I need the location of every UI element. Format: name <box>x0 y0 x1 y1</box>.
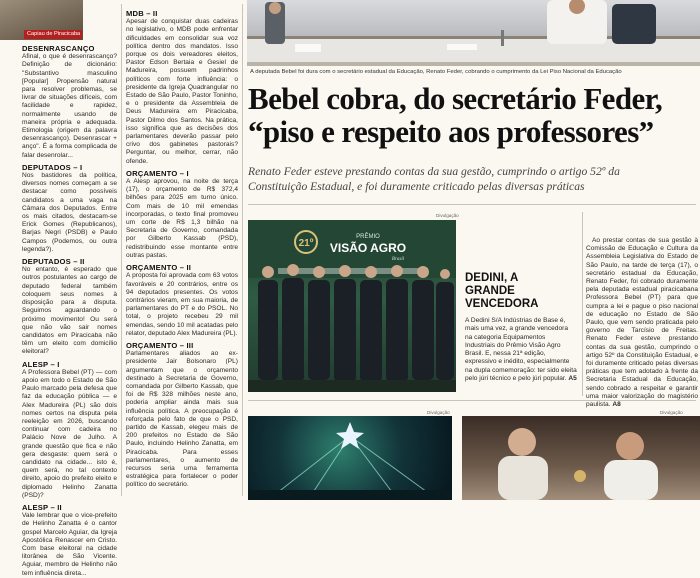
story-divider <box>248 204 696 205</box>
left-column <box>22 41 117 577</box>
section-title: DEPUTADOS – II <box>22 257 85 267</box>
bottom-left-credit: Divulgação <box>427 410 450 415</box>
ad-body-text: A Dedini S/A Indústrias de Base é, mais uma vez, a grande vencedora na categoria Equipamentos Industriais do Prêmio Visão Agro Brasil. E, nessa 21ª edição, expressivo e inédito, especialmente na dupla comemoração: ter sido eleita pelo júri técnico e pelo júri popular. <box>465 317 577 383</box>
section-divider <box>248 400 696 401</box>
ad-page-ref: A5 <box>568 375 577 383</box>
section-title: DESENRASCANÇO <box>22 44 95 53</box>
section-title: ORÇAMENTO – I <box>126 168 189 178</box>
middle-column <box>126 6 238 500</box>
section-text: Nos bastidores da política, diversos nomes começam a se destacar como possíveis candidatos a uma vaga na Câmara dos Deputados. Entre os mais citados, destacam-se Erick Gomes (Republicanos), Barjas Negri (PSDB) e Paulo Campos (Podemos, ou outra legenda?). <box>22 172 117 253</box>
column-divider <box>582 212 583 396</box>
main-story-text: Ao prestar contas de sua gestão à Comissão de Educação e Cultura da Assembleia Legislativa do Estado de São Paulo, na tarde de terça (17), o secretário estadual da Educação, Renato Feder, foi cobrado duramente pela deputada estadual piracicabana Professora Bebel (PT) para que cumpra a lei e pague o piso nacional de educação no Estado de São Paulo, que vem sendo praticada pelo governo de Tarcísio de Freitas. Renato Feder esteve prestando contas da sua gestão, cumprindo o artigo 52º da Constituição Estadual, e foi duramente criticado pelas diversas práticas que tem adotado à frente da Secretaria Estadual da Educação, sendo cobrado a respeitar e garantir uma maior valorização do magistério paulista. <box>586 237 698 409</box>
headline <box>248 82 700 148</box>
ad-headline <box>465 272 577 311</box>
award-scene <box>248 220 456 392</box>
ad-text-block <box>465 272 577 383</box>
main-story-photo <box>247 0 700 66</box>
backdrop-sub: Brasil <box>391 257 405 262</box>
section-text: Afinal, o que é desenrascanço? Definição de dicionário: "Substantivo masculino [Popular] Propensão natural para resolver problemas, se livrar de situações difíceis, com facilidade e rapidez, normalmente usando de maneira própria e adequada. Etimologia (origem da palavra desenrascanço). Desenrascar + anço". É a forma complicada de falar desenrolar... <box>22 53 117 159</box>
backdrop-premio: PRÊMIO <box>356 234 380 240</box>
headline-line-1: Bebel cobra, do secretário Feder, <box>248 81 663 116</box>
section-text: Vale lembrar que o vice-prefeito de Helinho Zanatta é o cantor gospel Marcelo Aguiar, da Igreja Apostólica Renascer em Cristo. Com base eleitoral na cidade litorânea de São Vicente. Aguiar, membro de Helinho não tem influência direta... <box>22 512 117 577</box>
hearing-scene <box>247 0 700 66</box>
ad-headline-line-2: GRANDE <box>465 285 515 297</box>
standfirst: Renato Feder esteve prestando contas da sua gestão, cumprindo o artigo 52º da Constituição Estadual, e foi duramente criticado pelas diversas práticas <box>248 165 620 193</box>
ad-headline-line-3: VENCEDORA <box>465 298 539 310</box>
section-title: ORÇAMENTO – III <box>126 340 194 350</box>
column-divider <box>242 4 243 496</box>
section-title: DEPUTADOS – I <box>22 162 83 172</box>
columnist-caption-bar <box>24 30 82 39</box>
bottom-right-photo <box>462 416 700 500</box>
backdrop-brand: VISÃO AGRO <box>329 241 407 255</box>
headline-line-2: “piso e respeito aos professores” <box>248 114 654 149</box>
ad-credit: Divulgação <box>436 213 459 218</box>
section-text: A Alesp aprovou, na noite de terça (17), o orçamento de R$ 372,4 bilhões para 2025 em turno único. Com mais de 10 mil emendas incorporadas, o texto final promoveu um corte de R$ 1,3 bilhão na Secretaria de Governo, comandada por Gilberto Kassab (PSD), redistribuindo esse montante entre outras pastas. <box>126 178 238 259</box>
ad-headline-line-1: DEDINI, A <box>465 272 519 284</box>
column-divider <box>121 4 122 496</box>
section-text: No entanto, é esperado que outros postulantes ao cargo de deputado federal também coloquem seus nomes à disposição para a disputa. Seguimos aguardando o próximo movimento! Ou será que não vão sair nomes candidatos em Piracicaba não têm um eleito com domicílio eleitoral? <box>22 266 117 356</box>
portrait-scene <box>462 416 700 500</box>
main-story-body <box>586 237 698 409</box>
section-title: MDB – II <box>126 9 158 18</box>
award-photo <box>248 220 456 392</box>
stage-scene <box>248 416 452 500</box>
bottom-left-photo <box>248 416 452 500</box>
section-title: ALESP – II <box>22 502 62 512</box>
section-title: ORÇAMENTO – II <box>126 263 192 273</box>
columnist-caption: Capiau de Piracicaba <box>27 31 81 37</box>
main-photo-caption: A deputada Bebel foi dura com o secretário estadual da Educação, Renato Feder, cobrando o cumprimento da Lei Piso Nacional da Educação <box>250 69 622 75</box>
section-text: Parlamentares aliados ao ex-presidente Jair Bolsonaro (PL) argumentam que o orçamento destinado à Secretaria de Governo, comandada por Gilberto Kassab, que foi de R$ 328 milhões neste ano, poderia ampliar ainda mais sua influência política. A preocupação é reforçada pelo fato de que o PSD, partido de Kassab, elegeu mais de 200 prefeitos no Estado de São Paulo, incluindo Helinho Zanatta, em Piracicaba. Para esses parlamentares, o aumento de recursos seria uma ferramenta estratégica para fortalecer o poder político do secretário. <box>126 350 238 489</box>
section-text: A Professora Bebel (PT) — com apoio em todo o Estado de São Paulo marcado pela defesa que faz da educação pública — e Alex Madureira (PL) são dois nomes certos na disputa pela reeleição em 2026, buscando continuar com cadeira no Palácio Nove de Julho. A grande questão que fica e não gera desgaste: quem será o candidato na cidade... isto é, quem será, no tal contexto direito, apoio do prefeito eleito e diplomado Helinho Zanatta (PSD)? <box>22 368 117 499</box>
bottom-right-credit: Divulgação <box>660 410 683 415</box>
section-title: ALESP – I <box>22 359 60 369</box>
section-text: Apesar de conquistar duas cadeiras no legislativo, o MDB pode enfrentar dificuldades em consolidar sua voz política dentro dos mandatos. Isso porque os dois vereadores eleitos, Pastor Edson Bertaia e Gesiel de Madureira, possuem padrinhos políticos com forte influência: o presidente da Igreja Quadrangular no Estado de São Paulo, Pastor Toninho, e o presidente da Assembleia de Deus Madureira em Piracicaba, Pastor Dilmo dos Santos. Na prática, isso significa que as decisões dos parlamentares deverão passar pelo crivo dos gabinetes pastorais? Perguntar, ou melhor, cerrar, não ofende. <box>126 18 238 165</box>
main-story-page-ref: A8 <box>612 401 621 409</box>
ad-body <box>465 317 577 383</box>
section-text: A proposta foi aprovada com 63 votos favoráveis e 20 contrários, entre os 94 deputados presentes. Os votos contrários vieram, em sua maioria, de parlamentares do PT e do PSOL. No total, o projeto recebeu 29 mil emendas, sendo 10 mil acatadas pelo relator, deputado Alex Madureira (PL). <box>126 272 238 337</box>
backdrop-edition: 21º <box>298 238 314 249</box>
